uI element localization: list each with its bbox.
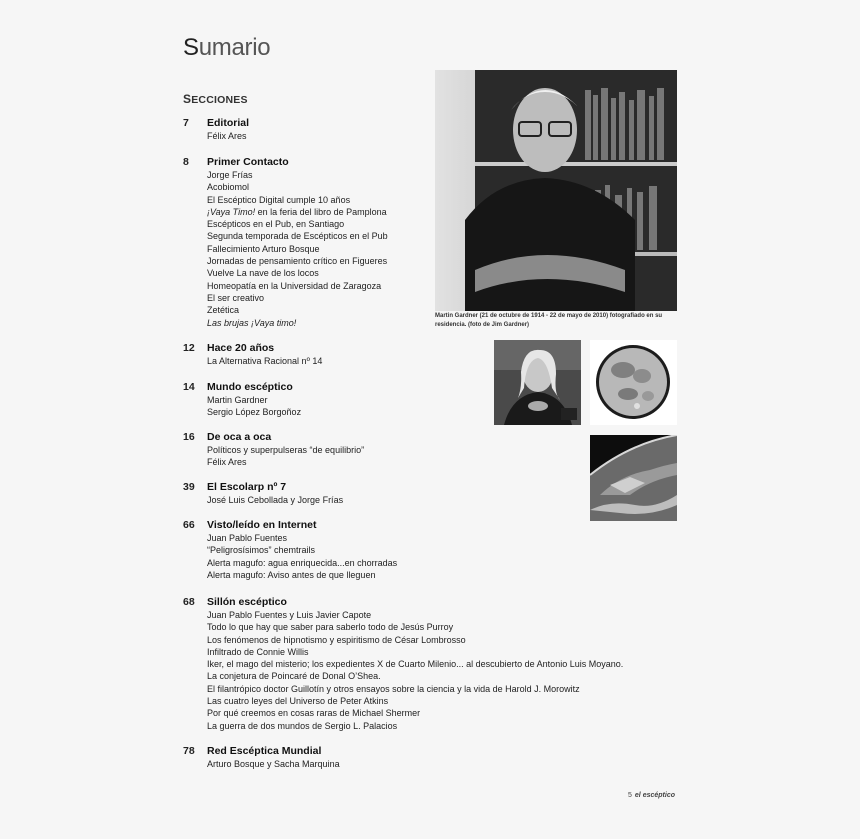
toc-page-number: 78 bbox=[183, 745, 195, 757]
toc-item-italic-text: Las brujas ¡Vaya timo! bbox=[207, 317, 297, 328]
footer-brand: el escéptico bbox=[634, 792, 675, 799]
toc-item-text: Alerta magufo: agua enriquecida...en chorradas bbox=[207, 557, 398, 568]
toc-item-text: El Escéptico Digital cumple 10 años bbox=[207, 194, 351, 205]
toc-entry-title: Visto/leído en Internet bbox=[207, 519, 317, 531]
toc-item bbox=[207, 609, 623, 621]
toc-item bbox=[207, 557, 397, 569]
toc-page-number: 12 bbox=[183, 342, 195, 354]
toc-item-text: Jorge Frías bbox=[207, 170, 253, 180]
toc-entry-title: Hace 20 años bbox=[207, 342, 275, 354]
toc-entry-title: Primer Contacto bbox=[207, 156, 289, 168]
toc-entry-title: Sillón escéptico bbox=[207, 596, 287, 608]
moon-photo bbox=[590, 340, 677, 425]
toc-item-text: Segunda temporada de Escépticos en el Pub bbox=[207, 231, 388, 242]
toc-item-text: La guerra de dos mundos de Sergio L. Palacios bbox=[207, 720, 398, 731]
toc-page-number: 16 bbox=[183, 431, 195, 443]
page-number: 5 bbox=[628, 792, 632, 799]
toc-item bbox=[207, 758, 340, 770]
sections-heading: SECCIONES bbox=[183, 92, 248, 106]
toc-item-text: Jornadas de pensamiento crítico en Figueres bbox=[207, 256, 388, 267]
toc-item bbox=[207, 267, 388, 279]
toc-page-number: 8 bbox=[183, 156, 189, 168]
toc-item bbox=[207, 707, 623, 719]
toc-item-text: La Alternativa Racional nº 14 bbox=[207, 356, 323, 366]
toc-item-text: Homeopatía en la Universidad de Zaragoza bbox=[207, 280, 382, 291]
toc-item-text: Alerta magufo: Aviso antes de que lleguen bbox=[207, 569, 376, 580]
toc-item-text: Iker, el mago del misterio; los expedientes X de Cuarto Milenio... al descubierto de Antonio Luis Moyano. bbox=[207, 659, 624, 670]
toc-item bbox=[207, 230, 388, 242]
toc-item bbox=[207, 569, 397, 581]
toc-item bbox=[207, 394, 301, 406]
toc-item-text: Arturo Bosque y Sacha Marquina bbox=[207, 759, 340, 769]
toc-item-text: El filantrópico doctor Guillotín y otros ensayos sobre la ciencia y la vida de Harold J. Morowitz bbox=[207, 683, 580, 694]
toc-item bbox=[207, 444, 364, 456]
toc-item-text: El ser creativo bbox=[207, 292, 265, 303]
toc-item-text: La conjetura de Poincaré de Donal O’Shea. bbox=[207, 671, 381, 682]
toc-item bbox=[207, 292, 388, 304]
toc-page-number: 68 bbox=[183, 596, 195, 608]
toc-item bbox=[207, 695, 623, 707]
toc-item-text: Las cuatro leyes del Universo de Peter Atkins bbox=[207, 696, 389, 707]
page-footer bbox=[628, 792, 675, 799]
toc-item bbox=[207, 456, 364, 468]
toc-item-text: Vuelve La nave de los locos bbox=[207, 268, 319, 279]
toc-item bbox=[207, 218, 388, 230]
toc-item bbox=[207, 720, 623, 732]
toc-item-text: Juan Pablo Fuentes y Luis Javier Capote bbox=[207, 610, 372, 620]
tv-presenter-photo bbox=[494, 340, 581, 425]
toc-item-text: Políticos y superpulseras “de equilibrio” bbox=[207, 445, 365, 455]
toc-item-text: Infiltrado de Connie Willis bbox=[207, 646, 309, 657]
toc-page-number: 7 bbox=[183, 117, 189, 129]
toc-item bbox=[207, 544, 397, 556]
toc-item-text: Martin Gardner bbox=[207, 395, 268, 405]
toc-item bbox=[207, 243, 388, 255]
toc-item bbox=[207, 130, 247, 142]
toc-item-text: Zetética bbox=[207, 305, 240, 316]
toc-item bbox=[207, 683, 623, 695]
toc-item-text: Félix Ares bbox=[207, 131, 247, 141]
photo-caption: Martin Gardner (21 de octubre de 1914 - 22 de mayo de 2010) fotografiado en su residencia. (foto de Jim Gardner) bbox=[435, 313, 663, 328]
toc-page-number: 14 bbox=[183, 381, 195, 393]
toc-page-number: 66 bbox=[183, 519, 195, 531]
toc-item-text: Félix Ares bbox=[207, 457, 247, 468]
toc-entry-title: El Escolarp nº 7 bbox=[207, 481, 287, 493]
toc-item bbox=[207, 169, 388, 181]
page-title: Sumario bbox=[183, 34, 271, 61]
toc-entry-title: Mundo escéptico bbox=[207, 381, 293, 393]
toc-page-number: 39 bbox=[183, 481, 195, 493]
earth-from-space-photo bbox=[590, 435, 677, 521]
toc-item bbox=[207, 280, 388, 292]
toc-item bbox=[207, 255, 388, 267]
toc-item-text: Sergio López Borgoñoz bbox=[207, 407, 302, 418]
toc-item bbox=[207, 634, 623, 646]
toc-item bbox=[207, 646, 623, 658]
toc-item bbox=[207, 494, 343, 506]
toc-item-italic-text: ¡Vaya Timo! bbox=[207, 206, 256, 217]
toc-item-text: Por qué creemos en cosas raras de Michael Shermer bbox=[207, 708, 421, 719]
toc-item bbox=[207, 317, 388, 329]
toc-item-text: Todo lo que hay que saber para saberlo todo de Jesús Purroy bbox=[207, 622, 454, 633]
toc-item bbox=[207, 304, 388, 316]
toc-item-text: “Peligrosísimos” chemtrails bbox=[207, 545, 316, 556]
toc-entry-title: Editorial bbox=[207, 117, 250, 129]
toc-item-text: José Luis Cebollada y Jorge Frías bbox=[207, 495, 344, 505]
martin-gardner-photo bbox=[435, 70, 677, 311]
toc-item bbox=[207, 621, 623, 633]
toc-item bbox=[207, 406, 301, 418]
toc-item-text: en la feria del libro de Pamplona bbox=[255, 206, 387, 217]
toc-item-text: Juan Pablo Fuentes bbox=[207, 533, 288, 543]
toc-item-text: Escépticos en el Pub, en Santiago bbox=[207, 219, 345, 230]
toc-item-text: Fallecimiento Arturo Bosque bbox=[207, 243, 320, 254]
toc-item bbox=[207, 670, 623, 682]
toc-item bbox=[207, 658, 623, 670]
toc-item-text: Los fenómenos de hipnotismo y espiritismo de César Lombrosso bbox=[207, 634, 466, 645]
toc-item-text: Acobiomol bbox=[207, 182, 250, 193]
toc-item bbox=[207, 532, 397, 544]
toc-item bbox=[207, 206, 388, 218]
toc-entry-title: Red Escéptica Mundial bbox=[207, 745, 322, 757]
toc-item bbox=[207, 181, 388, 193]
toc-item bbox=[207, 355, 322, 367]
toc-item bbox=[207, 194, 388, 206]
toc-entry-title: De oca a oca bbox=[207, 431, 272, 443]
